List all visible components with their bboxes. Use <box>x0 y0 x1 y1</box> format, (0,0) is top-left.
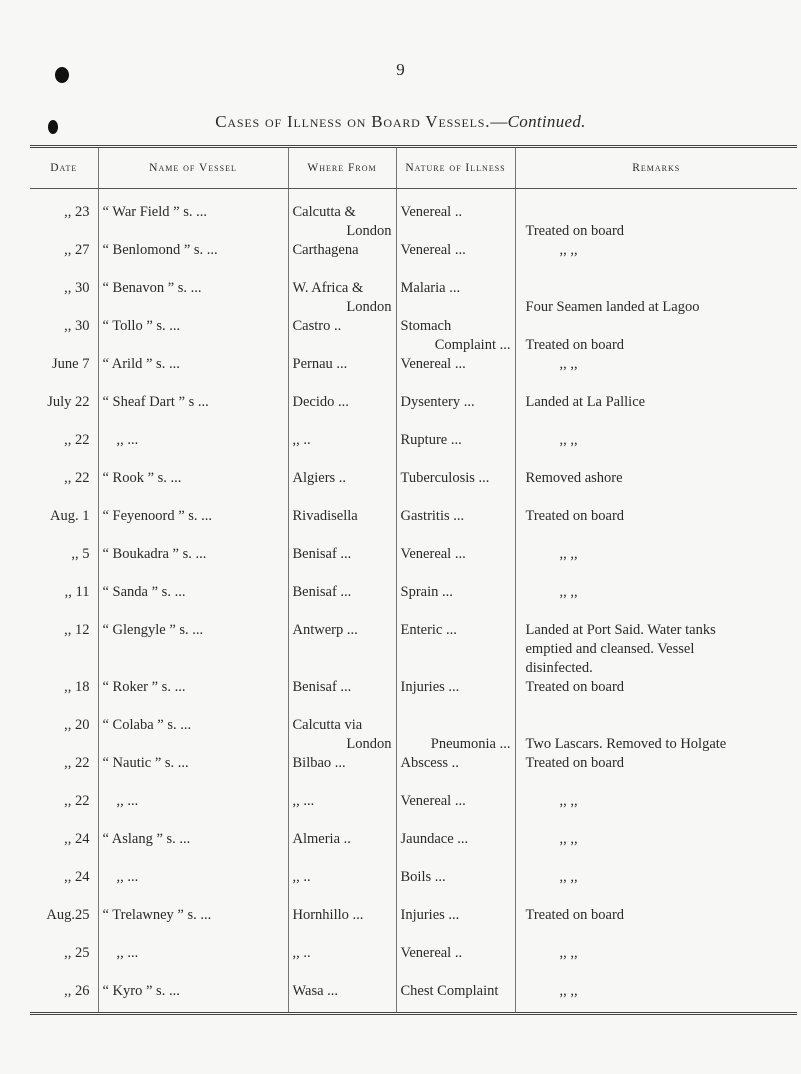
cell-vessel <box>98 279 288 317</box>
table-row <box>30 830 797 868</box>
cell-nature <box>396 393 515 431</box>
cell-nature <box>396 317 515 355</box>
title-main: Cases of Illness on Board Vessels. <box>215 112 491 131</box>
cell-from <box>288 431 396 469</box>
remarks-line: ,, ,, <box>559 546 578 562</box>
remarks-line: Treated on board <box>525 508 625 524</box>
cell-date <box>30 355 98 393</box>
cell-nature <box>396 189 515 242</box>
nature-line: Complaint ... <box>434 337 511 353</box>
page-number: 9 <box>396 60 405 79</box>
vessel-name: ,, ... <box>116 793 139 809</box>
table-row <box>30 583 797 621</box>
cell-nature <box>396 792 515 830</box>
title-continued: Continued. <box>507 112 586 131</box>
cell-remarks <box>515 716 797 754</box>
table-row <box>30 754 797 792</box>
nature-line: Gastritis ... <box>400 508 465 524</box>
cell-from <box>288 545 396 583</box>
remarks-line: emptied and cleansed. Vessel <box>525 641 695 657</box>
remarks-line: Two Lascars. Removed to Holgate <box>525 736 727 752</box>
remarks-line: Treated on board <box>525 755 625 771</box>
nature-line: Dysentery ... <box>400 394 475 410</box>
cell-remarks <box>515 982 797 1014</box>
cell-from <box>288 868 396 906</box>
cell-from <box>288 279 396 317</box>
cell-from <box>288 754 396 792</box>
cell-nature <box>396 944 515 982</box>
table-row <box>30 241 797 279</box>
cell-vessel <box>98 830 288 868</box>
remarks-line: Landed at La Pallice <box>525 394 646 410</box>
cell-date <box>30 189 98 242</box>
date-text: July 22 <box>47 394 90 410</box>
cell-from <box>288 355 396 393</box>
nature-line <box>401 716 511 735</box>
from-line: Benisaf ... <box>292 584 352 600</box>
vessel-name: “ Boukadra ” s. ... <box>102 546 207 562</box>
from-line: ,, .. <box>292 432 311 448</box>
from-line: W. Africa & <box>292 280 364 296</box>
cell-from <box>288 792 396 830</box>
nature-line: Abscess .. <box>400 755 459 771</box>
remarks-line: Treated on board <box>525 337 625 353</box>
nature-line: Venereal ... <box>400 793 466 809</box>
table-row <box>30 431 797 469</box>
table-row <box>30 868 797 906</box>
cell-remarks <box>515 583 797 621</box>
date-text: Aug.25 <box>46 907 90 923</box>
cell-date <box>30 469 98 507</box>
nature-line: Stomach <box>400 318 452 334</box>
remarks-line <box>526 716 794 735</box>
date-text: ,, 22 <box>64 755 90 771</box>
vessel-name: “ Colaba ” s. ... <box>102 717 192 733</box>
vessel-name: “ Roker ” s. ... <box>102 679 186 695</box>
cell-from <box>288 317 396 355</box>
from-line: Benisaf ... <box>292 679 352 695</box>
date-text: ,, 25 <box>64 945 90 961</box>
date-text: ,, 18 <box>64 679 90 695</box>
from-line: London <box>346 223 392 239</box>
date-text: ,, 30 <box>64 280 90 296</box>
nature-line: Injuries ... <box>400 907 460 923</box>
vessel-name: ,, ... <box>116 432 139 448</box>
cell-from <box>288 583 396 621</box>
from-line: Wasa ... <box>292 983 339 999</box>
date-text: ,, 22 <box>64 470 90 486</box>
date-text: ,, 22 <box>64 793 90 809</box>
header-remarks: Remarks <box>515 147 797 189</box>
cell-from <box>288 393 396 431</box>
cell-nature <box>396 355 515 393</box>
remarks-line: Treated on board <box>525 679 625 695</box>
vessel-name: “ Feyenoord ” s. ... <box>102 508 213 524</box>
from-line: Almeria .. <box>292 831 351 847</box>
from-line: Algiers .. <box>292 470 347 486</box>
cell-remarks <box>515 189 797 242</box>
date-text: ,, 30 <box>64 318 90 334</box>
cell-date <box>30 279 98 317</box>
from-line: ,, ... <box>292 793 315 809</box>
cell-from <box>288 507 396 545</box>
header-nature: Nature of Illness <box>396 147 515 189</box>
from-line: London <box>346 736 392 752</box>
from-line: London <box>346 299 392 315</box>
cell-remarks <box>515 621 797 678</box>
remarks-line: ,, ,, <box>559 432 578 448</box>
table-row <box>30 982 797 1014</box>
cell-nature <box>396 906 515 944</box>
cell-remarks <box>515 393 797 431</box>
remarks-line <box>526 203 794 222</box>
cell-vessel <box>98 868 288 906</box>
nature-line: Enteric ... <box>400 622 457 638</box>
table-row <box>30 545 797 583</box>
remarks-line: ,, ,, <box>559 983 578 999</box>
from-line: ,, .. <box>292 869 311 885</box>
illness-cases-table <box>30 145 797 1015</box>
cell-nature <box>396 754 515 792</box>
remarks-line: ,, ,, <box>559 356 578 372</box>
remarks-line: ,, ,, <box>559 584 578 600</box>
nature-line: Venereal ... <box>400 356 466 372</box>
date-text: ,, 24 <box>64 869 90 885</box>
cell-vessel <box>98 545 288 583</box>
nature-line: Tuberculosis ... <box>400 470 490 486</box>
vessel-name: “ Aslang ” s. ... <box>102 831 191 847</box>
table-row <box>30 507 797 545</box>
cell-remarks <box>515 431 797 469</box>
remarks-line: ,, ,, <box>559 869 578 885</box>
cell-remarks <box>515 507 797 545</box>
cell-remarks <box>515 241 797 279</box>
from-line: Rivadisella <box>292 508 358 524</box>
cell-nature <box>396 868 515 906</box>
date-text: ,, 5 <box>71 546 90 562</box>
table-header-row <box>30 147 797 189</box>
cell-vessel <box>98 716 288 754</box>
vessel-name: “ Glengyle ” s. ... <box>102 622 204 638</box>
cell-date <box>30 792 98 830</box>
cell-nature <box>396 716 515 754</box>
cell-from <box>288 906 396 944</box>
cell-nature <box>396 545 515 583</box>
cell-date <box>30 621 98 678</box>
remarks-line: ,, ,, <box>559 945 578 961</box>
cell-remarks <box>515 317 797 355</box>
cell-date <box>30 868 98 906</box>
table-row <box>30 393 797 431</box>
nature-line: Malaria ... <box>400 280 461 296</box>
table-row <box>30 469 797 507</box>
cell-vessel <box>98 507 288 545</box>
cell-vessel <box>98 469 288 507</box>
date-text: ,, 26 <box>64 983 90 999</box>
cell-nature <box>396 583 515 621</box>
date-text: ,, 27 <box>64 242 90 258</box>
title-dash: — <box>490 112 508 131</box>
from-line: ,, .. <box>292 945 311 961</box>
cell-from <box>288 469 396 507</box>
remarks-line <box>526 317 794 336</box>
cell-remarks <box>515 545 797 583</box>
cell-nature <box>396 469 515 507</box>
from-line: Decido ... <box>292 394 349 410</box>
cell-date <box>30 982 98 1014</box>
cell-remarks <box>515 944 797 982</box>
cell-remarks <box>515 355 797 393</box>
cell-remarks <box>515 754 797 792</box>
cell-date <box>30 754 98 792</box>
cell-remarks <box>515 279 797 317</box>
date-text: ,, 24 <box>64 831 90 847</box>
nature-line: Venereal ... <box>400 546 466 562</box>
date-text: Aug. 1 <box>50 508 90 524</box>
cell-vessel <box>98 355 288 393</box>
cell-from <box>288 830 396 868</box>
remarks-line: Landed at Port Said. Water tanks <box>525 622 716 638</box>
cell-date <box>30 507 98 545</box>
table-row <box>30 678 797 716</box>
cell-date <box>30 678 98 716</box>
cell-date <box>30 716 98 754</box>
from-line: Antwerp ... <box>292 622 358 638</box>
from-line: Castro .. <box>292 318 342 334</box>
remarks-line: disinfected. <box>525 660 593 676</box>
cell-vessel <box>98 906 288 944</box>
remarks-line: Removed ashore <box>525 470 623 486</box>
date-text: ,, 23 <box>64 204 90 220</box>
table-row <box>30 906 797 944</box>
cell-from <box>288 189 396 242</box>
nature-line: Injuries ... <box>400 679 460 695</box>
cell-from <box>288 678 396 716</box>
cell-vessel <box>98 431 288 469</box>
from-line: Pernau ... <box>292 356 348 372</box>
remarks-line: Treated on board <box>525 223 625 239</box>
nature-line: Chest Complaint <box>400 983 499 999</box>
remarks-line: ,, ,, <box>559 242 578 258</box>
nature-line: Rupture ... <box>400 432 462 448</box>
header-date: Date <box>30 147 98 189</box>
remarks-line: Four Seamen landed at Lagoo <box>525 299 700 315</box>
vessel-name: “ Trelawney ” s. ... <box>102 907 212 923</box>
date-text: ,, 11 <box>64 584 90 600</box>
cell-remarks <box>515 868 797 906</box>
vessel-name: “ Tollo ” s. ... <box>102 318 181 334</box>
cell-vessel <box>98 393 288 431</box>
cell-remarks <box>515 906 797 944</box>
from-line: Hornhillo ... <box>292 907 364 923</box>
remarks-line: ,, ,, <box>559 793 578 809</box>
vessel-name: “ Rook ” s. ... <box>102 470 182 486</box>
vessel-name: “ Sanda ” s. ... <box>102 584 186 600</box>
vessel-name: “ Arild ” s. ... <box>102 356 180 372</box>
cell-remarks <box>515 792 797 830</box>
header-vessel: Name of Vessel <box>98 147 288 189</box>
nature-line: Venereal .. <box>400 945 463 961</box>
cell-remarks <box>515 678 797 716</box>
table-row <box>30 317 797 355</box>
cell-date <box>30 583 98 621</box>
cell-nature <box>396 431 515 469</box>
cell-from <box>288 982 396 1014</box>
cell-date <box>30 317 98 355</box>
cell-nature <box>396 241 515 279</box>
from-line: Calcutta & <box>292 204 356 220</box>
cell-date <box>30 241 98 279</box>
table-body <box>30 189 797 1014</box>
from-line: Carthagena <box>292 242 359 258</box>
table-row <box>30 944 797 982</box>
nature-line: Jaundace ... <box>400 831 469 847</box>
cell-date <box>30 906 98 944</box>
date-text: June 7 <box>52 356 90 372</box>
cell-vessel <box>98 189 288 242</box>
date-text: ,, 20 <box>64 717 90 733</box>
cell-vessel <box>98 678 288 716</box>
table-row <box>30 355 797 393</box>
vessel-name: “ Sheaf Dart ” s ... <box>102 394 209 410</box>
cell-date <box>30 830 98 868</box>
cell-from <box>288 241 396 279</box>
cell-from <box>288 716 396 754</box>
remarks-line: Treated on board <box>525 907 625 923</box>
cell-vessel <box>98 583 288 621</box>
cell-remarks <box>515 469 797 507</box>
cell-nature <box>396 982 515 1014</box>
from-line: Benisaf ... <box>292 546 352 562</box>
cell-nature <box>396 830 515 868</box>
header-from: Where From <box>288 147 396 189</box>
cell-nature <box>396 678 515 716</box>
nature-line: Venereal .. <box>400 204 463 220</box>
table-row <box>30 716 797 754</box>
cell-from <box>288 621 396 678</box>
cell-vessel <box>98 241 288 279</box>
cell-date <box>30 393 98 431</box>
vessel-name: ,, ... <box>116 945 139 961</box>
nature-line: Pneumonia ... <box>430 736 511 752</box>
date-text: ,, 12 <box>64 622 90 638</box>
cell-vessel <box>98 982 288 1014</box>
cell-date <box>30 545 98 583</box>
vessel-name: “ Kyro ” s. ... <box>102 983 180 999</box>
table-row <box>30 279 797 317</box>
nature-line: Boils ... <box>400 869 446 885</box>
page-title <box>0 112 801 132</box>
remarks-line <box>526 279 794 298</box>
cell-vessel <box>98 317 288 355</box>
vessel-name: ,, ... <box>116 869 139 885</box>
cell-nature <box>396 279 515 317</box>
table-row <box>30 792 797 830</box>
cell-from <box>288 944 396 982</box>
nature-line: Sprain ... <box>400 584 453 600</box>
cell-nature <box>396 621 515 678</box>
remarks-line: ,, ,, <box>559 831 578 847</box>
cell-date <box>30 431 98 469</box>
cell-nature <box>396 507 515 545</box>
vessel-name: “ War Field ” s. ... <box>102 204 207 220</box>
vessel-name: “ Benavon ” s. ... <box>102 280 202 296</box>
from-line: Calcutta via <box>292 717 363 733</box>
cell-date <box>30 944 98 982</box>
vessel-name: “ Benlomond ” s. ... <box>102 242 218 258</box>
table-row <box>30 621 797 678</box>
from-line: Bilbao ... <box>292 755 346 771</box>
cell-vessel <box>98 754 288 792</box>
cell-vessel <box>98 792 288 830</box>
table-row <box>30 189 797 242</box>
date-text: ,, 22 <box>64 432 90 448</box>
cell-remarks <box>515 830 797 868</box>
nature-line: Venereal ... <box>400 242 466 258</box>
cell-vessel <box>98 621 288 678</box>
cell-vessel <box>98 944 288 982</box>
vessel-name: “ Nautic ” s. ... <box>102 755 189 771</box>
